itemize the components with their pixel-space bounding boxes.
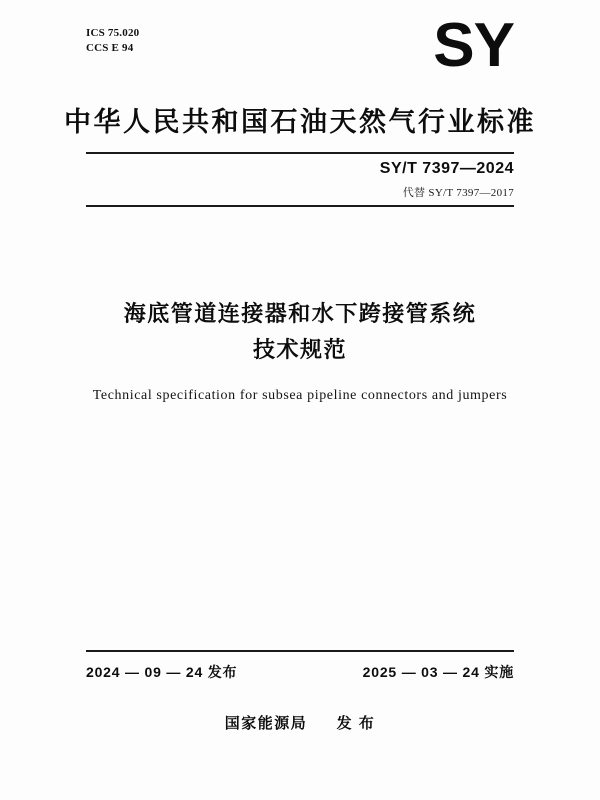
ics-code: ICS 75.020	[86, 27, 140, 39]
standard-code-block	[380, 160, 514, 200]
divider-top	[86, 152, 514, 154]
divider-second	[86, 205, 514, 207]
dates-row	[86, 662, 514, 682]
ccs-code: CCS E 94	[86, 42, 134, 54]
standard-title-cn: 中华人民共和国石油天然气行业标准	[64, 107, 536, 137]
standard-code: SY/T 7397—2024	[379, 160, 514, 177]
sy-logo: SY	[433, 11, 514, 80]
issue-date: 2024 — 09 — 24 发布	[86, 664, 238, 680]
classification-codes	[86, 26, 139, 56]
divider-bottom	[86, 650, 514, 652]
subject-title-en: Technical specification for subsea pipeline connectors and jumpers	[92, 388, 508, 403]
issuer-name: 国家能源局	[224, 715, 308, 732]
subject-title-cn-line2: 技术规范	[252, 337, 347, 362]
effective-date: 2025 — 03 — 24 实施	[362, 664, 514, 680]
subject-title-cn	[60, 296, 540, 368]
subject-title-cn-line1: 海底管道连接器和水下跨接管系统	[123, 301, 477, 326]
issuer-line	[0, 712, 600, 733]
standard-replaces: 代替 SY/T 7397—2017	[402, 187, 514, 199]
issuer-action: 发 布	[336, 715, 376, 732]
